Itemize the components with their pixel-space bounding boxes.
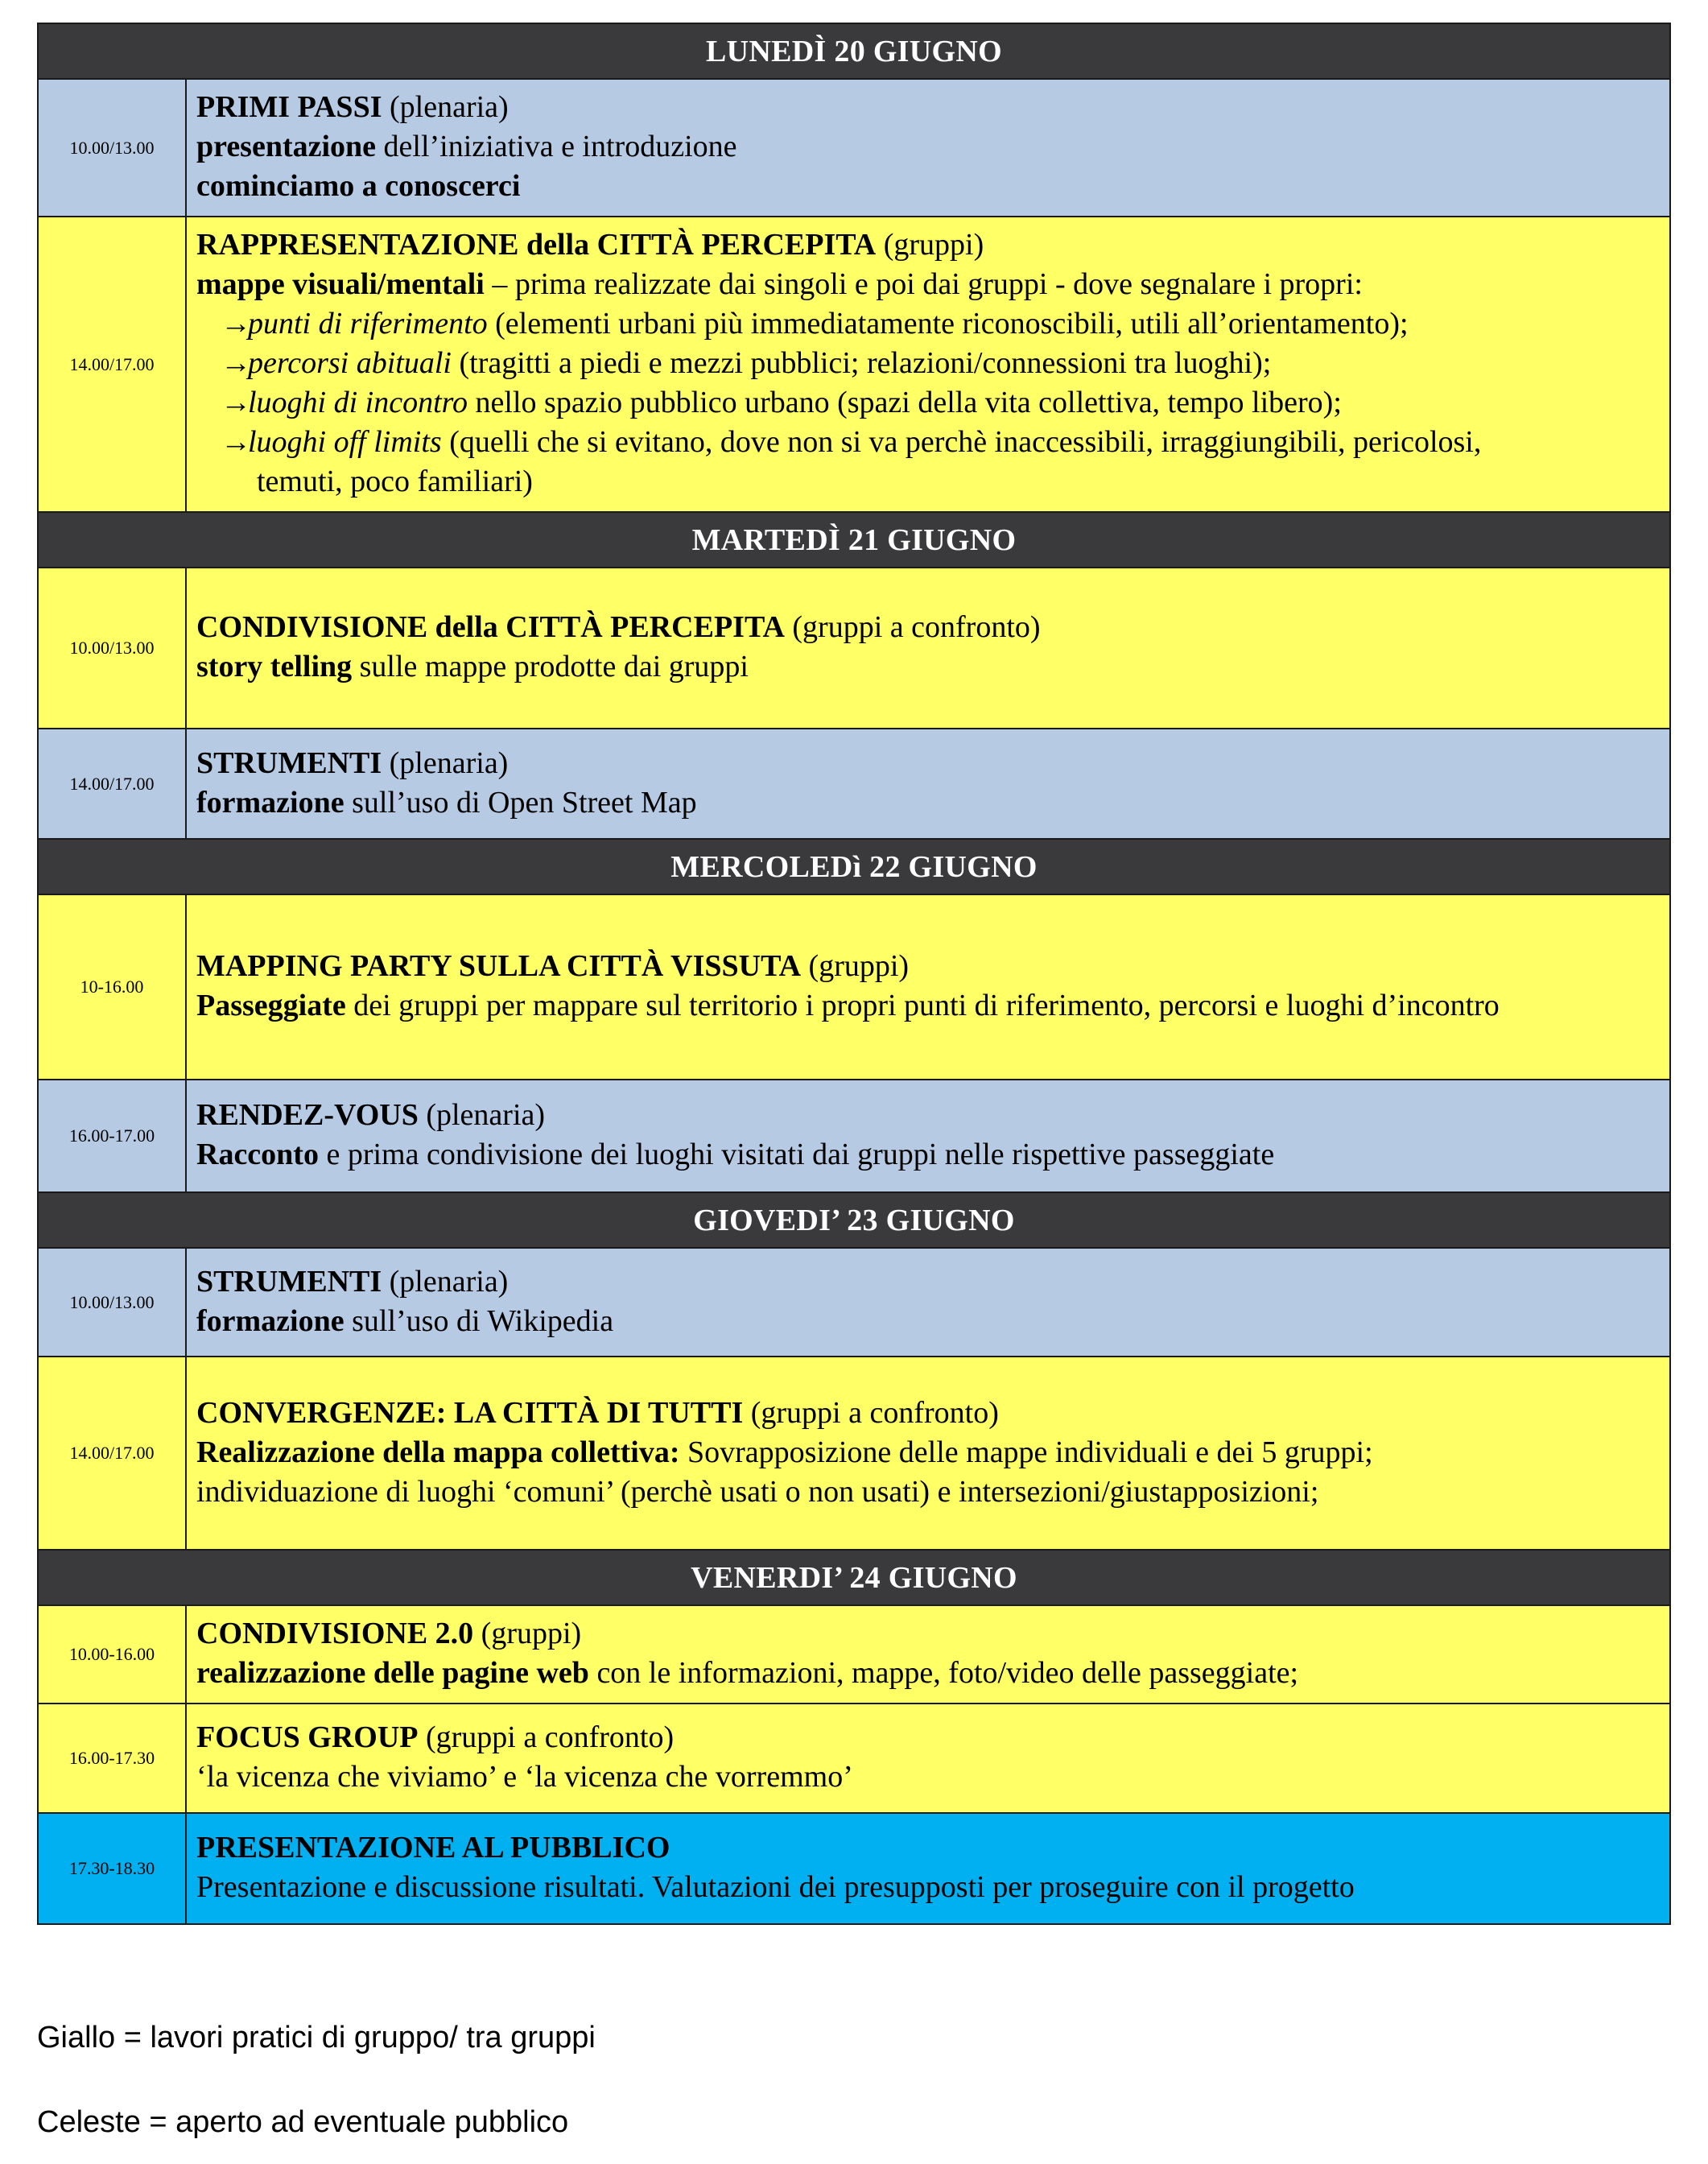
session-heading: MAPPING PARTY SULLA CITTÀ VISSUTA	[196, 949, 802, 983]
session-row	[38, 894, 1670, 1080]
session-time: 17.30-18.30	[38, 1813, 186, 1924]
day-title: GIOVEDI’ 23 GIUGNO	[38, 1192, 1670, 1248]
session-content	[186, 217, 1670, 512]
arrow-icon: →	[221, 346, 251, 380]
session-time: 14.00/17.00	[38, 217, 186, 512]
arrow-icon: →	[221, 425, 251, 459]
day-title: LUNEDÌ 20 GIUGNO	[38, 23, 1670, 79]
session-heading-note: (gruppi a confronto)	[418, 1720, 675, 1754]
session-heading-note: (plenaria)	[418, 1098, 546, 1132]
session-description: – prima realizzate dai singoli e poi dai gruppi - dove segnalare i propri:	[484, 267, 1363, 301]
session-description: individuazione di luoghi ‘comuni’ (perchè usati o non usati) e intersezioni/giustapposizioni;	[196, 1474, 1319, 1509]
session-heading-note: (gruppi)	[876, 228, 984, 262]
session-heading: RAPPRESENTAZIONE della CITTÀ PERCEPITA	[196, 228, 877, 262]
session-heading-note: (gruppi a confronto)	[743, 1395, 999, 1430]
day-header-thursday	[38, 1192, 1670, 1248]
bullet-term: luoghi di incontro	[248, 386, 468, 419]
session-time: 10-16.00	[38, 894, 186, 1080]
session-row	[38, 568, 1670, 729]
bullet-item	[196, 304, 1660, 344]
session-description: sull’uso di Open Street Map	[344, 785, 697, 820]
session-content	[186, 1704, 1670, 1813]
schedule-table	[37, 23, 1671, 1925]
session-description: Presentazione e discussione risultati. Valutazioni dei presupposti per proseguire con il progetto	[196, 1870, 1355, 1904]
day-header-monday	[38, 23, 1670, 79]
day-header-friday	[38, 1550, 1670, 1605]
bullet-term: luoghi off limits	[248, 425, 442, 459]
session-heading: CONDIVISIONE 2.0	[196, 1617, 474, 1650]
arrow-icon: →	[221, 307, 251, 341]
session-keyword: formazione	[196, 785, 344, 820]
session-heading: PRESENTAZIONE AL PUBBLICO	[196, 1831, 670, 1865]
session-keyword: formazione	[196, 1303, 344, 1338]
session-content	[186, 1813, 1670, 1924]
session-heading: CONVERGENZE: LA CITTÀ DI TUTTI	[196, 1395, 744, 1430]
session-heading: CONDIVISIONE della CITTÀ PERCEPITA	[196, 610, 785, 644]
bullet-item	[196, 423, 1660, 462]
session-time: 16.00-17.30	[38, 1704, 186, 1813]
session-keyword: realizzazione delle pagine web	[196, 1656, 589, 1690]
session-time: 10.00/13.00	[38, 79, 186, 217]
bullet-text: (tragitti a piedi e mezzi pubblici; relazioni/connessioni tra luoghi);	[451, 346, 1272, 380]
session-content	[186, 1248, 1670, 1357]
session-row	[38, 1357, 1670, 1550]
session-heading-note: (plenaria)	[382, 90, 509, 124]
session-description: e prima condivisione dei luoghi visitati dai gruppi nelle rispettive passeggiate	[318, 1138, 1275, 1171]
session-keyword: Racconto	[196, 1138, 319, 1171]
session-row	[38, 1813, 1670, 1924]
bullet-term: punti di riferimento	[248, 307, 488, 341]
legend-blue: Celeste = aperto ad eventuale pubblico	[37, 2105, 569, 2139]
session-content	[186, 568, 1670, 729]
session-time: 14.00/17.00	[38, 1357, 186, 1550]
session-keyword: Passeggiate	[196, 989, 346, 1022]
session-heading-note: (plenaria)	[382, 745, 509, 780]
session-heading: RENDEZ-VOUS	[196, 1098, 419, 1132]
session-heading-note: (plenaria)	[382, 1264, 509, 1299]
session-content	[186, 79, 1670, 217]
session-row	[38, 1605, 1670, 1704]
session-content	[186, 729, 1670, 839]
session-row	[38, 1248, 1670, 1357]
session-row	[38, 1704, 1670, 1813]
session-description: dell’iniziativa e introduzione	[376, 130, 737, 163]
bullet-term: percorsi abituali	[248, 346, 452, 380]
day-header-tuesday	[38, 512, 1670, 568]
session-row	[38, 1080, 1670, 1192]
legend-yellow: Giallo = lavori pratici di gruppo/ tra gruppi	[37, 2021, 596, 2055]
bullet-continuation: temuti, poco familiari)	[257, 465, 533, 498]
session-keyword: presentazione	[196, 130, 377, 163]
session-row	[38, 79, 1670, 217]
session-keyword: cominciamo a conoscerci	[196, 169, 521, 203]
bullet-text: (elementi urbani più immediatamente riconoscibili, utili all’orientamento);	[487, 307, 1409, 341]
session-description: sull’uso di Wikipedia	[344, 1303, 614, 1338]
day-title: VENERDI’ 24 GIUGNO	[38, 1550, 1670, 1605]
session-heading: PRIMI PASSI	[196, 90, 382, 124]
session-time: 14.00/17.00	[38, 729, 186, 839]
bullet-text: nello spazio pubblico urbano (spazi della vita collettiva, tempo libero);	[468, 386, 1342, 419]
session-description: con le informazioni, mappe, foto/video delle passeggiate;	[588, 1656, 1299, 1690]
bullet-item	[196, 383, 1660, 423]
session-heading: STRUMENTI	[196, 1264, 382, 1299]
session-content	[186, 1080, 1670, 1192]
session-keyword: Realizzazione della mappa collettiva:	[196, 1435, 680, 1469]
session-content	[186, 1357, 1670, 1550]
session-heading: STRUMENTI	[196, 745, 382, 780]
session-time: 10.00/13.00	[38, 568, 186, 729]
session-description: sulle mappe prodotte dai gruppi	[352, 650, 749, 683]
session-heading: FOCUS GROUP	[196, 1720, 419, 1754]
session-content	[186, 894, 1670, 1080]
session-time: 10.00/13.00	[38, 1248, 186, 1357]
session-description: Sovrapposizione delle mappe individuali e dei 5 gruppi;	[679, 1435, 1373, 1469]
day-title: MERCOLEDì 22 GIUGNO	[38, 839, 1670, 894]
day-title: MARTEDÌ 21 GIUGNO	[38, 512, 1670, 568]
session-keyword: mappe visuali/mentali	[196, 267, 485, 301]
session-heading-note: (gruppi a confronto)	[784, 610, 1041, 644]
session-row	[38, 217, 1670, 512]
session-description: dei gruppi per mappare sul territorio i propri punti di riferimento, percorsi e luoghi d’incontro	[345, 989, 1500, 1022]
arrow-icon: →	[221, 386, 251, 419]
bullet-item	[196, 344, 1660, 383]
session-keyword: story telling	[196, 650, 353, 683]
session-time: 16.00-17.00	[38, 1080, 186, 1192]
session-description: ‘la vicenza che viviamo’ e ‘la vicenza che vorremmo’	[196, 1760, 853, 1794]
bullet-text: (quelli che si evitano, dove non si va perchè inaccessibili, irraggiungibili, pericolosi,	[441, 425, 1482, 459]
session-content	[186, 1605, 1670, 1704]
session-row	[38, 729, 1670, 839]
session-time: 10.00-16.00	[38, 1605, 186, 1704]
day-header-wednesday	[38, 839, 1670, 894]
session-heading-note: (gruppi)	[473, 1617, 582, 1650]
session-heading-note: (gruppi)	[801, 949, 910, 983]
